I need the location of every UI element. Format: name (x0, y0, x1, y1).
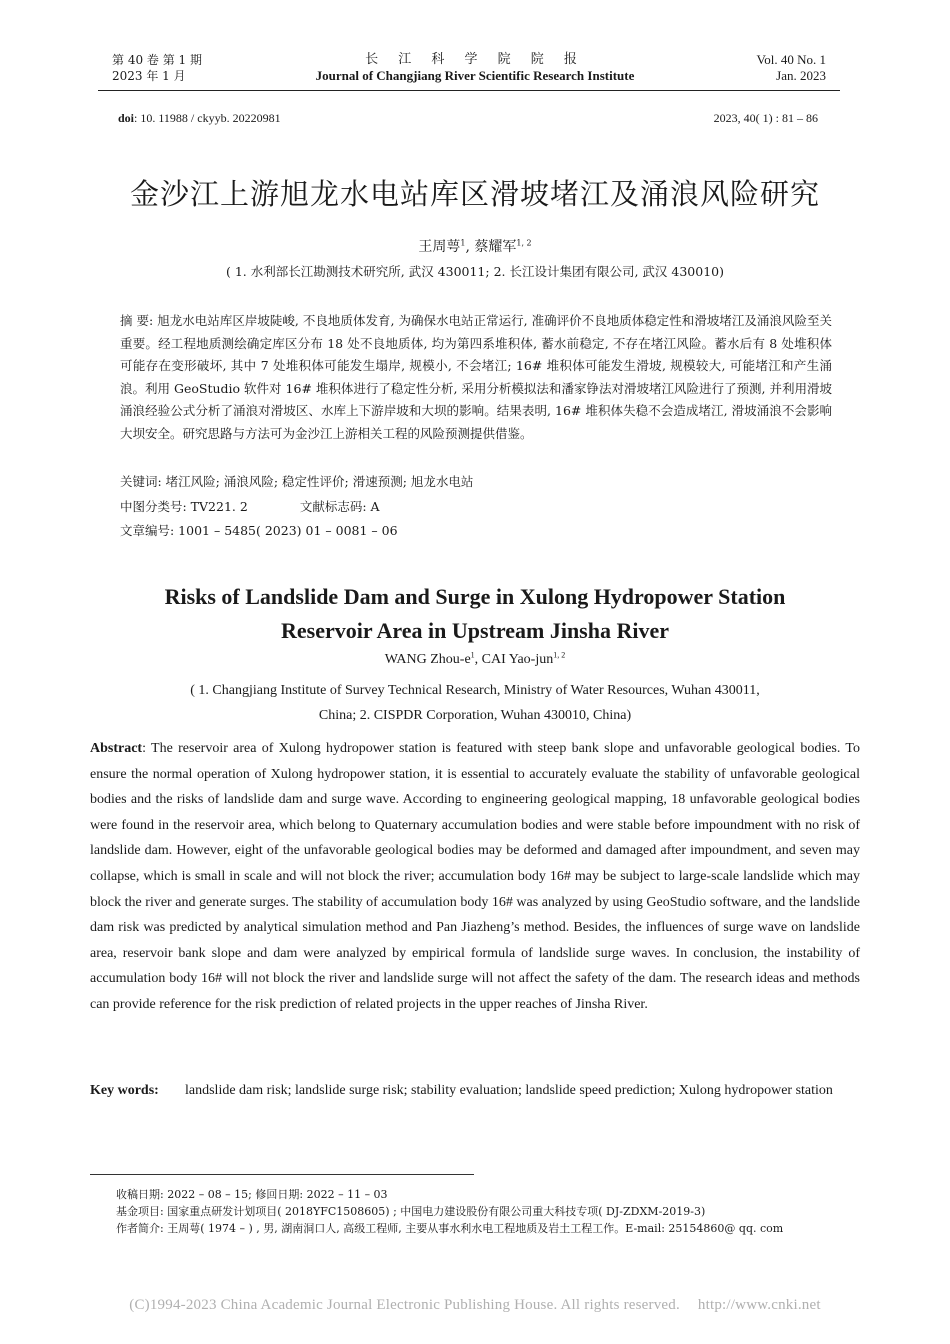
abstract-text-en: : The reservoir area of Xulong hydropower station is featured with steep bank slope and unfavorable geological bodies. To ensure the normal operation of Xulong hydropower station, it is essential to accurately evaluate the stability of unfavorable geological bodies and the risks of landslide dam and surge wave. According to engineering geological mapping, 18 unfavorable geological bodies were found in the reservoir area, which belong to Quaternary accumulation bodies and were stable before impoundment with no risk of landslide dam. However, eight of the unfavorable geological bodies may be deformed and damaged after impoundment, and seven may collapse, which is small in scale and will not block the river; accumulation body 16# may be subject to large-scale landslide which may block the river and generate surges. The stability of accumulation body 16# was analyzed by using GeoStudio software, and the landslide dam risk was predicted by analytical simulation method and Pan Jiazheng’s method. Besides, the influences of surge wave on landslide area, reservoir bank slope and dam were analyzed by empirical formula of landslide surge waves. In conclusion, the instability of accumulation body 16# will not block the river and landslide surge will not affect the safety of the dam. The research ideas and methods can provide reference for the risk prediction of related projects in the upper reaches of Jinsha River. (90, 741, 860, 1012)
authors-en (40, 652, 910, 668)
author-name: 蔡耀军 (474, 239, 517, 255)
footnote-divider (90, 1174, 474, 1175)
abstract-en (90, 736, 860, 1018)
header-divider (98, 90, 840, 91)
author-name: 王周萼 (418, 239, 461, 255)
paper-title-cn: 金沙江上游旭龙水电站库区滑坡堵江及涌浪风险研究 (129, 177, 820, 211)
cnki-watermark (0, 1297, 950, 1314)
footnote-received: 收稿日期: 2022 – 08 – 15; 修回日期: 2022 – 11 – 03 (116, 1188, 388, 1201)
author-name: CAI Yao-jun (481, 652, 554, 667)
abstract-cn (120, 310, 832, 445)
keywords-cn: 关键词: 堵江风险; 涌浪风险; 稳定性评价; 滑速预测; 旭龙水电站 (120, 474, 474, 489)
doi-value: : 10. 11988 / ckyyb. 20220981 (134, 111, 281, 125)
header-volume-cn: 第 40 卷 第 1 期 (112, 53, 202, 67)
author-name: WANG Zhou-e (384, 652, 471, 667)
header-issue-en (700, 52, 826, 84)
watermark-copyright: (C)1994-2023 China Academic Journal Electronic Publishing House. All rights reserved. (129, 1297, 680, 1313)
article-number: 文章编号: 1001 – 5485( 2023) 01 – 0081 – 06 (120, 523, 398, 538)
keywords-text-en: landslide dam risk; landslide surge risk; stability evaluation; landslide speed prediction; Xulong hydropower station (185, 1083, 833, 1098)
affiliation-line: China; 2. CISPDR Corporation, Wuhan 430010, China) (318, 708, 632, 723)
citation: 2023, 40( 1) : 81 – 86 (713, 111, 818, 125)
paper-title-en (60, 580, 890, 648)
affiliation-ref: 1 (460, 238, 466, 248)
header-date-en: Jan. 2023 (776, 68, 826, 83)
abstract-label-en: Abstract (90, 741, 143, 756)
header-volume-en: Vol. 40 No. 1 (756, 52, 826, 67)
classification-cn (120, 497, 832, 517)
footnotes (116, 1186, 856, 1237)
doi[interactable] (118, 111, 281, 126)
document-code: 文献标志码: A (299, 499, 380, 514)
affiliations-en (80, 678, 870, 728)
clc-number: 中图分类号: TV221. 2 (120, 499, 248, 514)
watermark-url[interactable]: http://www.cnki.net (697, 1297, 821, 1313)
keywords-en (90, 1078, 860, 1103)
journal-name-en: Journal of Changjiang River Scientific Research Institute (315, 68, 635, 83)
footnote-funding: 基金项目: 国家重点研发计划项目( 2018YFC1508605) ; 中国电力建设股份有限公司重大科技专项( DJ-ZDXM-2019-3) (116, 1205, 706, 1218)
keywords-label-en: Key words: (90, 1083, 159, 1098)
abstract-label-cn: 摘 要: (120, 313, 158, 328)
affiliations-cn: ( 1. 水利部长江勘测技术研究所, 武汉 430011; 2. 长江设计集团有限公司, 武汉 430010) (226, 264, 724, 279)
affiliation-line: ( 1. Changjiang Institute of Survey Technical Research, Ministry of Water Resources, Wuhan 430011, (190, 683, 760, 698)
affiliation-ref: 1, 2 (516, 238, 532, 248)
affiliation-ref: 1 (470, 650, 475, 660)
title-line: Risks of Landslide Dam and Surge in Xulong Hydropower Station (164, 584, 786, 609)
doi-label: doi (118, 111, 135, 125)
title-line: Reservoir Area in Upstream Jinsha River (280, 618, 670, 643)
footnote-author-bio: 作者简介: 王周萼( 1974 – ) , 男, 湖南洞口人, 高级工程师, 主要从事水利水电工程地质及岩土工程工作。E-mail: 25154860@ qq. com (116, 1222, 784, 1235)
header-date-cn: 2023 年 1 月 (112, 69, 186, 83)
abstract-text-cn: 旭龙水电站库区岸坡陡峻, 不良地质体发育, 为确保水电站正常运行, 准确评价不良地质体稳定性和滑坡堵江及涌浪风险至关重要。经工程地质测绘确定库区分布 18 处不良地质体, 均为第四系堆积体, 蓄水前稳定, 不存在堵江风险。蓄水后有 8 处堆积体可能存在变形破坏, 其中 7 处堆积体可能发生塌岸, 规模小, 不会堵江; 16# 堆积体可能发生滑坡, 规模较大, 可能堵江和产生涌浪。利用 GeoStudio 软件对 16# 堆积体进行了稳定性分析, 采用分析模拟法和潘家铮法对滑坡堵江风险进行了预测, 并利用滑坡涌浪经验公式分析了涌浪对滑坡区、水库上下游岸坡和大坝的影响。结果表明, 16# 堆积体失稳不会造成堵江, 滑坡涌浪不会影响大坝安全。研究思路与方法可为金沙江上游相关工程的风险预测提供借鉴。 (120, 313, 832, 441)
author-separator: , (474, 652, 482, 667)
header-issue-cn (112, 52, 232, 84)
author-separator: , (465, 239, 475, 255)
authors-cn (40, 236, 910, 256)
header-journal (250, 52, 700, 84)
affiliation-ref: 1, 2 (553, 650, 566, 660)
journal-name-cn: 长 江 科 学 院 院 报 (365, 52, 585, 67)
